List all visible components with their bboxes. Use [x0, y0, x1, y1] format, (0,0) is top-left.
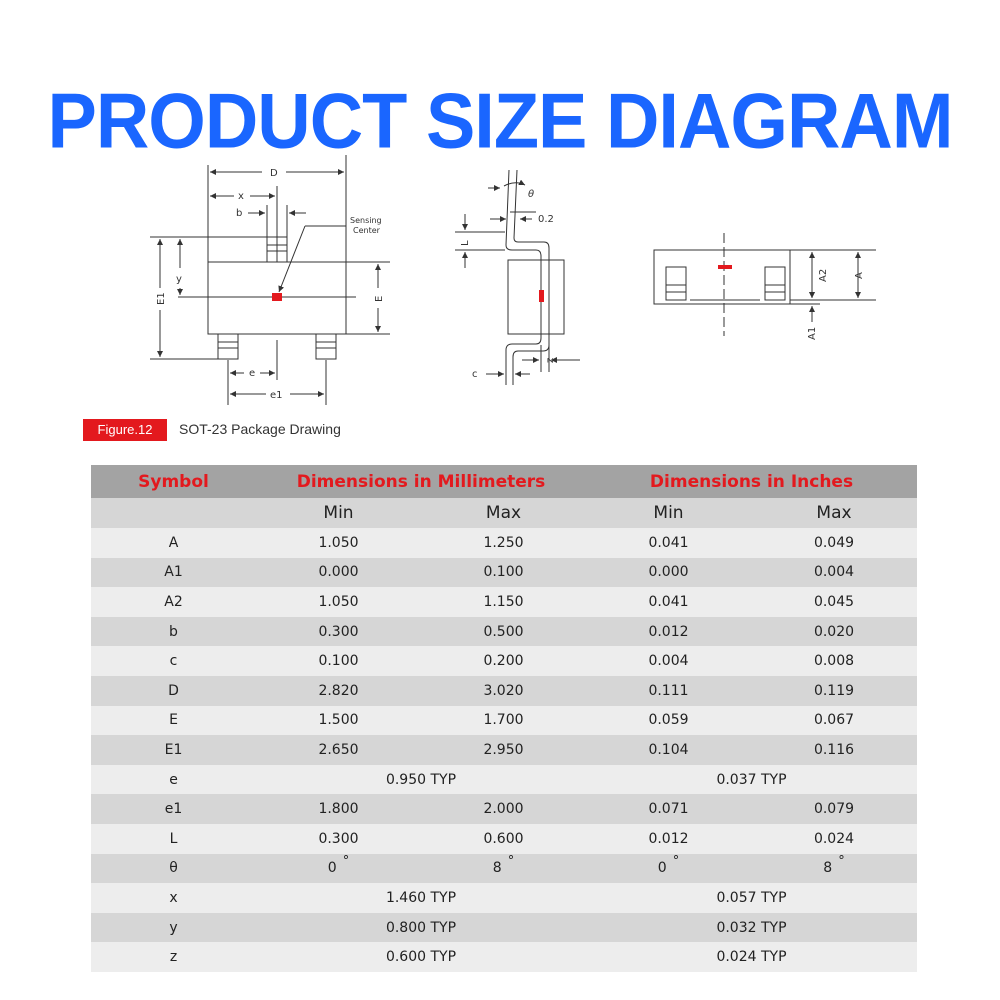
label-E1: E1	[156, 292, 167, 305]
degree-mark: °	[342, 854, 350, 870]
cell-in-min: 0.012	[586, 617, 751, 647]
page-title: PRODUCT SIZE DIAGRAM	[47, 76, 953, 165]
cell-mm-max: 3.020	[421, 676, 586, 706]
cell-in-max: 0.008	[751, 646, 917, 676]
cell-mm-max: 2.000	[421, 794, 586, 824]
cell-symbol: D	[91, 676, 256, 706]
label-E: E	[374, 295, 385, 302]
table-row	[91, 617, 917, 647]
cell-in-min: 0.111	[586, 676, 751, 706]
sensing-center-marker	[272, 293, 282, 301]
cell-symbol: A1	[91, 558, 256, 588]
table-header-row	[91, 465, 917, 498]
label-A1: A1	[807, 326, 818, 340]
degree-mark: °	[838, 854, 845, 870]
table-row	[91, 942, 917, 972]
figure-tag: Figure.12	[83, 419, 167, 441]
side-view-body	[508, 260, 564, 334]
table-row	[91, 528, 917, 558]
cell-in-min: 0.071	[586, 794, 751, 824]
front-right-pin	[765, 267, 785, 300]
label-A2: A2	[818, 268, 829, 282]
label-sensing-center-1: Sensing	[350, 216, 382, 225]
cell-symbol: b	[91, 617, 256, 647]
cell-mm-max: 1.250	[421, 528, 586, 558]
cell-symbol: x	[91, 883, 256, 913]
cell-mm-min: 1.050	[256, 528, 421, 558]
cell-mm-typ: 1.460 TYP	[256, 883, 586, 913]
degree-mark: °	[672, 854, 680, 870]
cell-in-max: 0.024	[751, 824, 917, 854]
cell-mm-max: 2.950	[421, 735, 586, 765]
cell-symbol: E	[91, 706, 256, 736]
header-inches: Dimensions in Inches	[586, 465, 917, 498]
cell-mm-max: 1.700	[421, 706, 586, 736]
label-theta: θ	[528, 189, 535, 200]
cell-in-max: 0.020	[751, 617, 917, 647]
cell-in-min: 0.012	[586, 824, 751, 854]
header-millimeters: Dimensions in Millimeters	[256, 465, 586, 498]
label-e1: e1	[270, 390, 283, 401]
front-left-pin	[666, 267, 686, 300]
package-drawing	[0, 0, 1000, 460]
cell-in-max: 0.067	[751, 706, 917, 736]
table-row	[91, 765, 917, 795]
table-row	[91, 676, 917, 706]
cell-mm-max: 0.600	[421, 824, 586, 854]
cell-in-max: 0.119	[751, 676, 917, 706]
cell-mm-min: 1.500	[256, 706, 421, 736]
cell-mm-max: 0.500	[421, 617, 586, 647]
cell-mm-min: 0.300	[256, 824, 421, 854]
table-row	[91, 854, 917, 884]
subheader-mm-max: Max	[421, 498, 586, 528]
cell-in-max: 8 °	[751, 854, 917, 884]
cell-symbol: c	[91, 646, 256, 676]
table-row	[91, 706, 917, 736]
cell-symbol: e	[91, 765, 256, 795]
cell-in-max: 0.079	[751, 794, 917, 824]
table-row	[91, 883, 917, 913]
label-x: x	[238, 191, 244, 202]
subheader-mm-min: Min	[256, 498, 421, 528]
table-row	[91, 587, 917, 617]
degree-mark: °	[507, 854, 515, 870]
cell-symbol: E1	[91, 735, 256, 765]
cell-symbol: A	[91, 528, 256, 558]
cell-in-max: 0.116	[751, 735, 917, 765]
cell-mm-min: 1.800	[256, 794, 421, 824]
cell-mm-typ: 0.800 TYP	[256, 913, 586, 943]
label-e: e	[249, 368, 256, 379]
header-symbol: Symbol	[91, 465, 256, 498]
cell-mm-max: 0.200	[421, 646, 586, 676]
cell-in-min: 0 °	[586, 854, 751, 884]
cell-in-typ: 0.057 TYP	[586, 883, 917, 913]
label-L: L	[460, 240, 471, 246]
cell-symbol: z	[91, 942, 256, 972]
cell-mm-max: 8 °	[421, 854, 586, 884]
subheader-in-max: Max	[751, 498, 917, 528]
label-sensing-center-2: Center	[353, 226, 380, 235]
side-sensing-marker	[539, 290, 544, 302]
table-row	[91, 824, 917, 854]
subheader-in-min: Min	[586, 498, 751, 528]
cell-in-max: 0.049	[751, 528, 917, 558]
label-D: D	[270, 168, 278, 179]
cell-in-typ: 0.024 TYP	[586, 942, 917, 972]
cell-in-typ: 0.037 TYP	[586, 765, 917, 795]
dimensions-table	[91, 465, 917, 972]
bottom-left-pin	[218, 334, 238, 359]
table-row	[91, 794, 917, 824]
label-A: A	[854, 272, 865, 279]
cell-in-typ: 0.032 TYP	[586, 913, 917, 943]
cell-mm-typ: 0.950 TYP	[256, 765, 586, 795]
table-subheader-row	[91, 498, 917, 528]
cell-in-min: 0.059	[586, 706, 751, 736]
cell-symbol: L	[91, 824, 256, 854]
cell-mm-max: 0.100	[421, 558, 586, 588]
label-c: c	[472, 369, 478, 380]
cell-in-min: 0.000	[586, 558, 751, 588]
cell-mm-min: 0 °	[256, 854, 421, 884]
label-b: b	[236, 208, 243, 219]
cell-mm-min: 0.100	[256, 646, 421, 676]
table-row	[91, 646, 917, 676]
cell-mm-typ: 0.600 TYP	[256, 942, 586, 972]
cell-symbol: e1	[91, 794, 256, 824]
figure-caption: SOT-23 Package Drawing	[179, 421, 341, 437]
front-sensing-marker	[718, 265, 732, 269]
cell-symbol: A2	[91, 587, 256, 617]
cell-in-max: 0.045	[751, 587, 917, 617]
label-0-2: 0.2	[538, 214, 554, 225]
table-row	[91, 558, 917, 588]
cell-symbol: θ	[91, 854, 256, 884]
cell-symbol: y	[91, 913, 256, 943]
label-y: y	[176, 274, 182, 285]
table-row	[91, 735, 917, 765]
cell-mm-min: 0.300	[256, 617, 421, 647]
cell-mm-min: 2.650	[256, 735, 421, 765]
cell-mm-min: 2.820	[256, 676, 421, 706]
cell-in-max: 0.004	[751, 558, 917, 588]
bottom-right-pin	[316, 334, 336, 359]
table-row	[91, 913, 917, 943]
cell-in-min: 0.104	[586, 735, 751, 765]
cell-in-min: 0.041	[586, 587, 751, 617]
label-z: z	[545, 357, 556, 363]
cell-mm-max: 1.150	[421, 587, 586, 617]
cell-in-min: 0.041	[586, 528, 751, 558]
cell-mm-min: 1.050	[256, 587, 421, 617]
cell-mm-min: 0.000	[256, 558, 421, 588]
cell-in-min: 0.004	[586, 646, 751, 676]
